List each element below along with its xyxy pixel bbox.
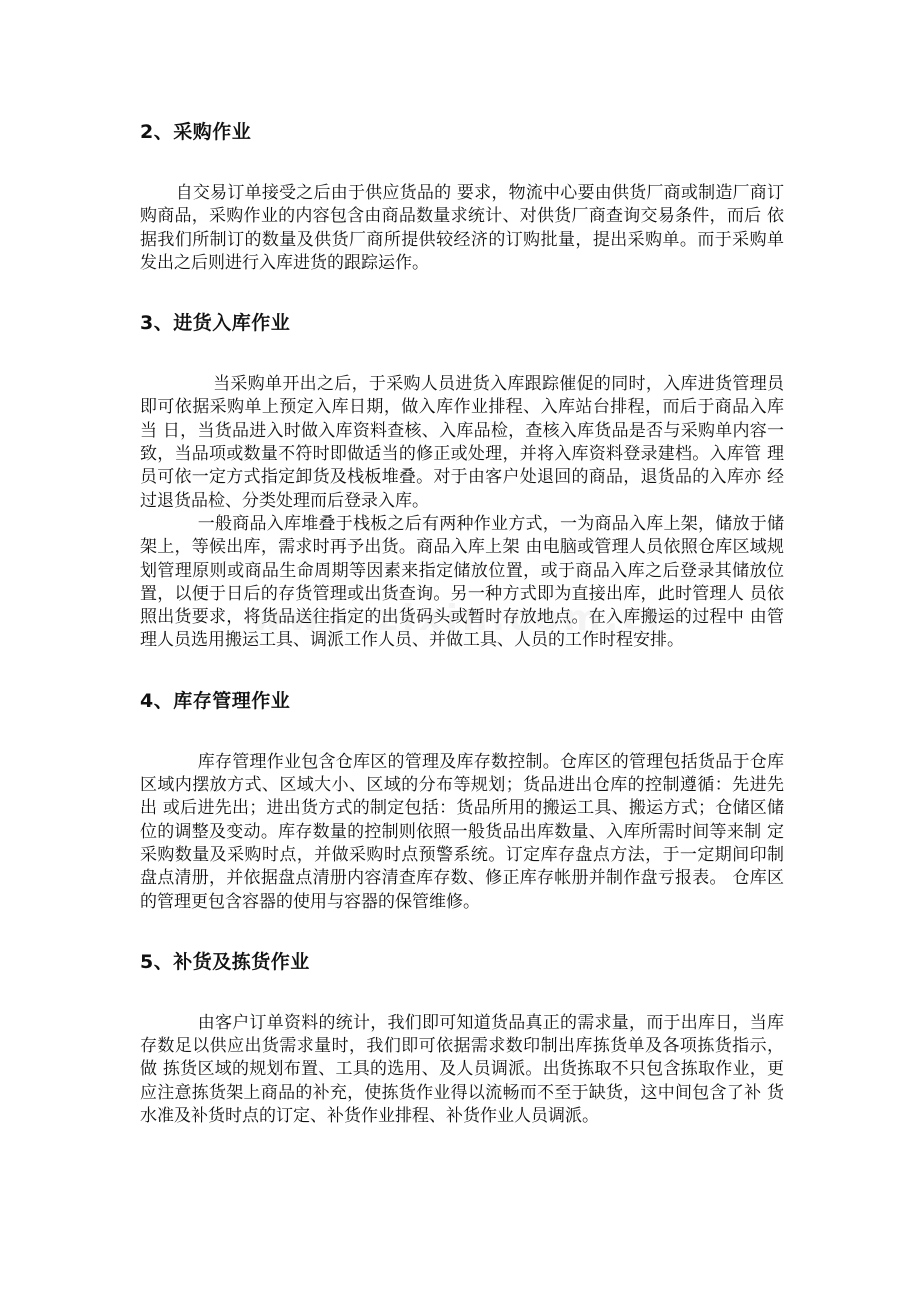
document-body bbox=[140, 118, 784, 1128]
section-heading: 3、进货入库作业 bbox=[140, 312, 291, 335]
section-heading: 5、补货及拣货作业 bbox=[140, 950, 310, 973]
section-heading: 2、采购作业 bbox=[140, 121, 252, 143]
section-heading: 4、库存管理作业 bbox=[140, 689, 291, 712]
section-paragraph: 当采购单开出之后，于采购人员进货入库跟踪催促的同时，入库进货管理员即可依据采购单上预定入库日期，做入库作业排程、入库站台排程，而后于商品入库当 日，当货品进入时做入库资料查核、入库品检，查核入库货品是否与采购单内容一致，当品项或数量不符时即做适当的修正或处理，并将入库资料登录建档。入库管 理员可依一定方式指定卸货及栈板堆叠。对于由客户处退回的商品，退货品的入库亦 经过退货品检、分类处理而后登录入库。 bbox=[140, 374, 784, 511]
section-paragraph: 一般商品入库堆叠于栈板之后有两种作业方式，一为商品入库上架，储放于储架上，等候出库，需求时再予出货。商品入库上架 由电脑或管理人员依照仓库区域规 划管理原则或商品生命周期等因素来指定储放位置，或于商品入库之后登录其储放位置，以便于日后的存货管理或出货查询。另一种方式即为直接出库，此时管理人 员依照出货要求，将货品送往指定的出货码头或暂时存放地点。在入库搬运的过程中 由管理人员选用搬运工具、调派工作人员、并做工具、人员的工作时程安排。 bbox=[140, 513, 784, 651]
section-purchasing bbox=[140, 118, 784, 275]
section-receiving bbox=[140, 309, 784, 653]
section-paragraph: 库存管理作业包含仓库区的管理及库存数控制。仓库区的管理包括货品于仓库区域内摆放方式、区域大小、区域的分布等规划；货品进出仓库的控制遵循：先进先出 或后进先出；进出货方式的制定包括：货品所用的搬运工具、搬运方式；仓储区储位的调整及变动。库存数量的控制则依照一般货品出库数量、入库所需时间等来制 定采购数量及采购时点，并做采购时点预警系统。订定库存盘点方法，于一定期间印制盘点清册，并依据盘点清册内容清查库存数、修正库存帐册并制作盘亏报表。 仓库区的管理更包含容器的使用与容器的保管维修。 bbox=[140, 751, 784, 912]
section-inventory bbox=[140, 687, 784, 914]
section-paragraph: 自交易订单接受之后由于供应货品的 要求，物流中心要由供货厂商或制造厂商订购商品，采购作业的内容包含由商品数量求统计、对供货厂商查询交易条件，而后 依据我们所制订的数量及供货厂商所提供较经济的订购批量，提出采购单。而于采购单发出之后则进行入库进货的跟踪运作。 bbox=[140, 183, 784, 273]
section-paragraph: 由客户订单资料的统计，我们即可知道货品真正的需求量，而于出库日，当库存数足以供应出货需求量时，我们即可依据需求数印制出库拣货单及各项拣货指示，做 拣货区域的规划布置、工具的选用、及人员调派。出货拣取不只包含拣取作业，更应注意拣货架上商品的补充，使拣货作业得以流畅而不至于缺货，这中间包含了补 货水准及补货时点的订定、补货作业排程、补货作业人员调派。 bbox=[140, 1012, 784, 1127]
section-replenishment-picking bbox=[140, 948, 784, 1128]
